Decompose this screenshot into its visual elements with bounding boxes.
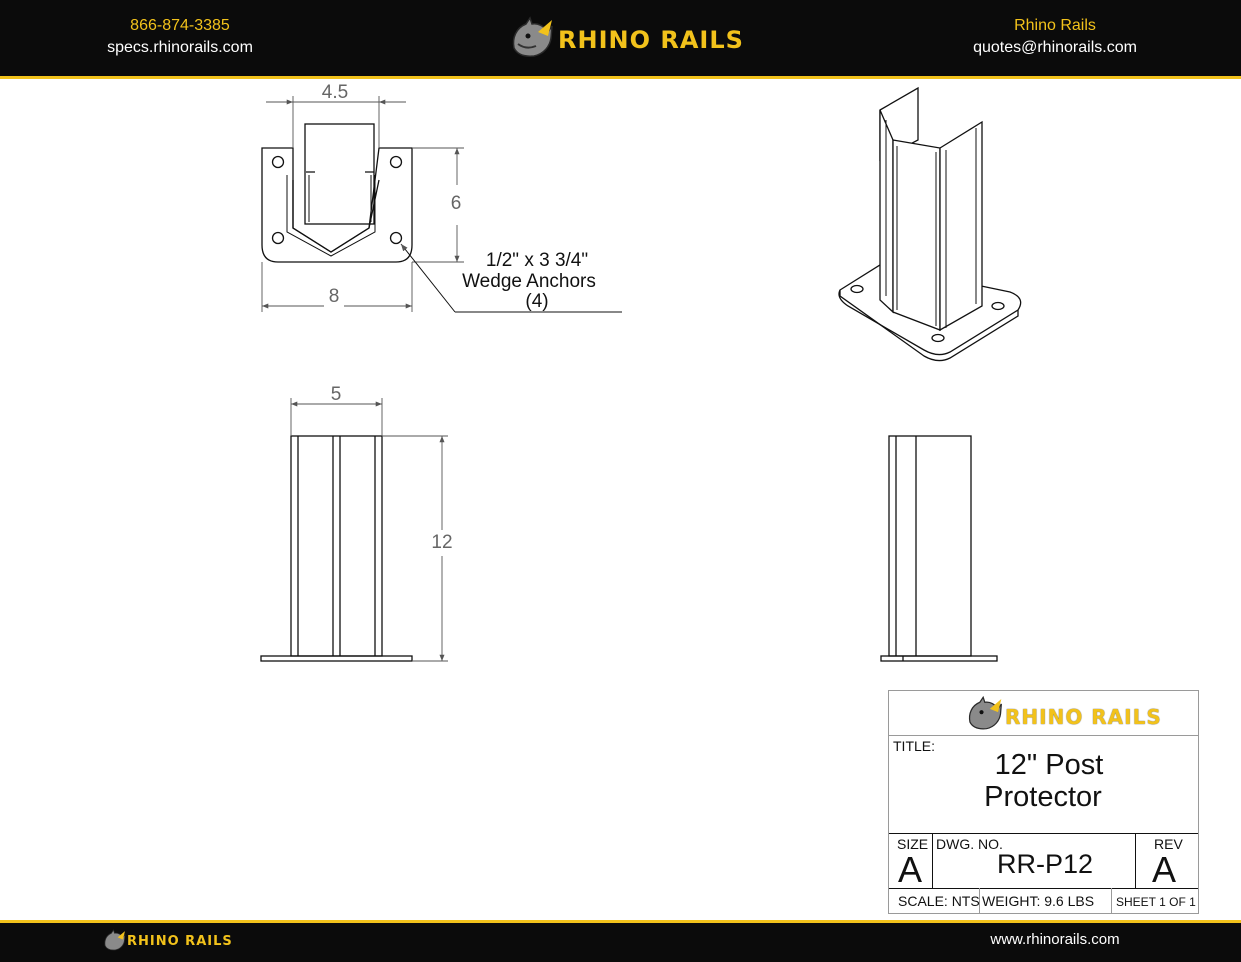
dwg-row bbox=[889, 833, 1198, 889]
anchor-note-line1: 1/2" x 3 3/4" bbox=[485, 250, 589, 271]
weight-text: WEIGHT: 9.6 LBS bbox=[982, 893, 1095, 909]
header-company: Rhino Rails bbox=[1014, 17, 1096, 34]
dim-label-4-5: 4.5 bbox=[321, 82, 349, 103]
title-line1: 12" Post bbox=[994, 749, 1104, 781]
title-block-logo bbox=[889, 691, 1198, 736]
dwg-value: RR-P12 bbox=[997, 849, 1094, 879]
size-label: SIZE bbox=[897, 836, 929, 852]
footer-logo[interactable] bbox=[102, 927, 233, 955]
footer-bar bbox=[0, 920, 1241, 962]
dwg-label: DWG. NO. bbox=[936, 836, 1003, 852]
isometric-view bbox=[839, 88, 1021, 361]
title-line2: Protector bbox=[984, 781, 1102, 813]
rhino-logo-icon bbox=[965, 694, 1003, 732]
rev-label: REV bbox=[1154, 836, 1183, 852]
header-email[interactable]: quotes@rhinorails.com bbox=[973, 39, 1137, 56]
rhino-logo-icon bbox=[102, 928, 126, 952]
title-row bbox=[889, 735, 1198, 834]
dim-label-12: 12 bbox=[426, 532, 458, 554]
scale-text: SCALE: NTS bbox=[898, 893, 980, 909]
footer-website-link[interactable]: www.rhinorails.com bbox=[990, 931, 1120, 948]
anchor-note-line3: (4) bbox=[525, 291, 549, 312]
title-label: TITLE: bbox=[893, 738, 936, 754]
title-block bbox=[888, 690, 1199, 914]
front-view bbox=[261, 436, 412, 661]
footer-logo-text: RHINO RAILS bbox=[127, 934, 233, 949]
anchor-note-line2: Wedge Anchors bbox=[462, 271, 596, 292]
sheet-text: SHEET 1 OF 1 bbox=[1116, 895, 1196, 909]
side-view bbox=[881, 436, 997, 661]
top-view bbox=[262, 124, 412, 262]
header-phone[interactable]: 866-874-3385 bbox=[130, 17, 230, 34]
dim-label-6: 6 bbox=[450, 193, 462, 214]
header-logo-text: RHINO RAILS bbox=[558, 26, 744, 54]
size-value: A bbox=[898, 849, 923, 890]
dim-label-8: 8 bbox=[324, 286, 344, 308]
title-block-logo-text: RHINO RAILS bbox=[1005, 705, 1162, 729]
scale-row bbox=[889, 888, 1198, 913]
dim-label-5: 5 bbox=[330, 384, 342, 405]
rev-value: A bbox=[1152, 849, 1177, 890]
header-specs-link[interactable]: specs.rhinorails.com bbox=[107, 39, 253, 56]
